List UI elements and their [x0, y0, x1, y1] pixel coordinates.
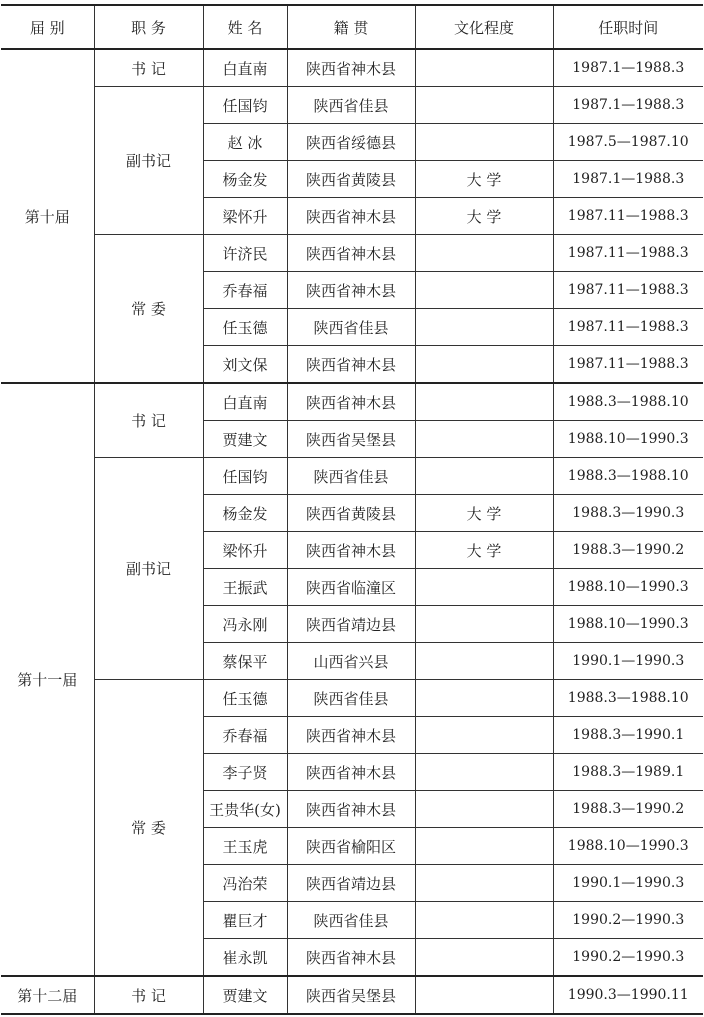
- name-cell: 任玉德: [203, 309, 287, 346]
- education-cell: 大 学: [415, 161, 553, 198]
- tenure-cell: 1990.2—1990.3: [553, 939, 703, 977]
- name-cell: 梁怀升: [203, 198, 287, 235]
- tenure-cell: 1988.3—1990.1: [553, 717, 703, 754]
- tenure-cell: 1987.11—1988.3: [553, 346, 703, 384]
- tenure-cell: 1988.3—1990.3: [553, 495, 703, 532]
- origin-cell: 陕西省佳县: [287, 309, 415, 346]
- header-name: 姓 名: [203, 5, 287, 49]
- tenure-cell: 1987.5—1987.10: [553, 124, 703, 161]
- origin-cell: 山西省兴县: [287, 643, 415, 680]
- name-cell: 乔春福: [203, 717, 287, 754]
- education-cell: [415, 346, 553, 384]
- name-cell: 王振武: [203, 569, 287, 606]
- origin-cell: 陕西省临潼区: [287, 569, 415, 606]
- tenure-cell: 1987.11—1988.3: [553, 309, 703, 346]
- tenure-cell: 1988.10—1990.3: [553, 421, 703, 458]
- header-education: 文化程度: [415, 5, 553, 49]
- term-cell: 第十届: [1, 49, 94, 383]
- education-cell: [415, 49, 553, 87]
- education-cell: 大 学: [415, 532, 553, 569]
- tenure-cell: 1990.2—1990.3: [553, 902, 703, 939]
- tenure-cell: 1987.1—1988.3: [553, 87, 703, 124]
- table-row: [1, 680, 703, 717]
- education-cell: [415, 272, 553, 309]
- header-term: 届 别: [1, 5, 94, 49]
- education-cell: [415, 939, 553, 977]
- tenure-cell: 1990.1—1990.3: [553, 643, 703, 680]
- origin-cell: 陕西省神木县: [287, 346, 415, 384]
- name-cell: 蔡保平: [203, 643, 287, 680]
- education-cell: [415, 902, 553, 939]
- header-origin: 籍 贯: [287, 5, 415, 49]
- education-cell: [415, 828, 553, 865]
- name-cell: 乔春福: [203, 272, 287, 309]
- origin-cell: 陕西省神木县: [287, 272, 415, 309]
- origin-cell: 陕西省神木县: [287, 939, 415, 977]
- header-position: 职 务: [94, 5, 203, 49]
- origin-cell: 陕西省榆阳区: [287, 828, 415, 865]
- tenure-cell: 1987.11—1988.3: [553, 272, 703, 309]
- origin-cell: 陕西省黄陵县: [287, 495, 415, 532]
- name-cell: 白直南: [203, 383, 287, 421]
- table-row: [1, 49, 703, 87]
- origin-cell: 陕西省靖边县: [287, 606, 415, 643]
- education-cell: [415, 421, 553, 458]
- position-cell: 副书记: [94, 458, 203, 680]
- name-cell: 瞿巨才: [203, 902, 287, 939]
- tenure-cell: 1988.10—1990.3: [553, 606, 703, 643]
- position-cell: 书 记: [94, 383, 203, 458]
- origin-cell: 陕西省神木县: [287, 532, 415, 569]
- header-row: [1, 5, 703, 49]
- origin-cell: 陕西省神木县: [287, 198, 415, 235]
- education-cell: [415, 458, 553, 495]
- name-cell: 冯治荣: [203, 865, 287, 902]
- table-row: [1, 458, 703, 495]
- position-cell: 书 记: [94, 49, 203, 87]
- origin-cell: 陕西省佳县: [287, 87, 415, 124]
- origin-cell: 陕西省佳县: [287, 458, 415, 495]
- term-cell: 第十一届: [1, 383, 94, 976]
- name-cell: 任国钧: [203, 458, 287, 495]
- education-cell: 大 学: [415, 198, 553, 235]
- origin-cell: 陕西省佳县: [287, 680, 415, 717]
- origin-cell: 陕西省神木县: [287, 383, 415, 421]
- education-cell: [415, 606, 553, 643]
- name-cell: 贾建文: [203, 976, 287, 1014]
- education-cell: 大 学: [415, 495, 553, 532]
- origin-cell: 陕西省神木县: [287, 235, 415, 272]
- education-cell: [415, 643, 553, 680]
- tenure-cell: 1988.3—1988.10: [553, 458, 703, 495]
- name-cell: 任玉德: [203, 680, 287, 717]
- origin-cell: 陕西省绥德县: [287, 124, 415, 161]
- position-cell: 副书记: [94, 87, 203, 235]
- name-cell: 贾建文: [203, 421, 287, 458]
- tenure-cell: 1988.3—1988.10: [553, 680, 703, 717]
- term-cell: 第十二届: [1, 976, 94, 1014]
- name-cell: 王玉虎: [203, 828, 287, 865]
- education-cell: [415, 680, 553, 717]
- table-row: [1, 383, 703, 421]
- name-cell: 杨金发: [203, 495, 287, 532]
- education-cell: [415, 717, 553, 754]
- position-cell: 常 委: [94, 680, 203, 977]
- table-row: [1, 976, 703, 1014]
- tenure-cell: 1988.3—1989.1: [553, 754, 703, 791]
- education-cell: [415, 383, 553, 421]
- education-cell: [415, 791, 553, 828]
- education-cell: [415, 865, 553, 902]
- origin-cell: 陕西省吴堡县: [287, 421, 415, 458]
- origin-cell: 陕西省神木县: [287, 791, 415, 828]
- tenure-cell: 1987.1—1988.3: [553, 49, 703, 87]
- name-cell: 梁怀升: [203, 532, 287, 569]
- tenure-cell: 1988.3—1988.10: [553, 383, 703, 421]
- education-cell: [415, 235, 553, 272]
- table-body: [1, 49, 703, 1014]
- header-tenure: 任职时间: [553, 5, 703, 49]
- origin-cell: 陕西省神木县: [287, 49, 415, 87]
- name-cell: 杨金发: [203, 161, 287, 198]
- education-cell: [415, 569, 553, 606]
- tenure-cell: 1987.11—1988.3: [553, 198, 703, 235]
- name-cell: 赵 冰: [203, 124, 287, 161]
- education-cell: [415, 124, 553, 161]
- name-cell: 白直南: [203, 49, 287, 87]
- origin-cell: 陕西省神木县: [287, 717, 415, 754]
- tenure-cell: 1988.3—1990.2: [553, 791, 703, 828]
- name-cell: 许济民: [203, 235, 287, 272]
- tenure-cell: 1990.3—1990.11: [553, 976, 703, 1014]
- officials-table: [1, 4, 703, 1015]
- name-cell: 李子贤: [203, 754, 287, 791]
- tenure-cell: 1990.1—1990.3: [553, 865, 703, 902]
- name-cell: 冯永刚: [203, 606, 287, 643]
- name-cell: 任国钧: [203, 87, 287, 124]
- education-cell: [415, 754, 553, 791]
- education-cell: [415, 976, 553, 1014]
- name-cell: 王贵华(女): [203, 791, 287, 828]
- tenure-cell: 1988.10—1990.3: [553, 828, 703, 865]
- name-cell: 崔永凯: [203, 939, 287, 977]
- tenure-cell: 1988.10—1990.3: [553, 569, 703, 606]
- origin-cell: 陕西省佳县: [287, 902, 415, 939]
- tenure-cell: 1988.3—1990.2: [553, 532, 703, 569]
- tenure-cell: 1987.1—1988.3: [553, 161, 703, 198]
- origin-cell: 陕西省吴堡县: [287, 976, 415, 1014]
- table-row: [1, 235, 703, 272]
- position-cell: 书 记: [94, 976, 203, 1014]
- origin-cell: 陕西省神木县: [287, 754, 415, 791]
- name-cell: 刘文保: [203, 346, 287, 384]
- education-cell: [415, 309, 553, 346]
- table-row: [1, 87, 703, 124]
- education-cell: [415, 87, 553, 124]
- tenure-cell: 1987.11—1988.3: [553, 235, 703, 272]
- origin-cell: 陕西省黄陵县: [287, 161, 415, 198]
- origin-cell: 陕西省靖边县: [287, 865, 415, 902]
- position-cell: 常 委: [94, 235, 203, 384]
